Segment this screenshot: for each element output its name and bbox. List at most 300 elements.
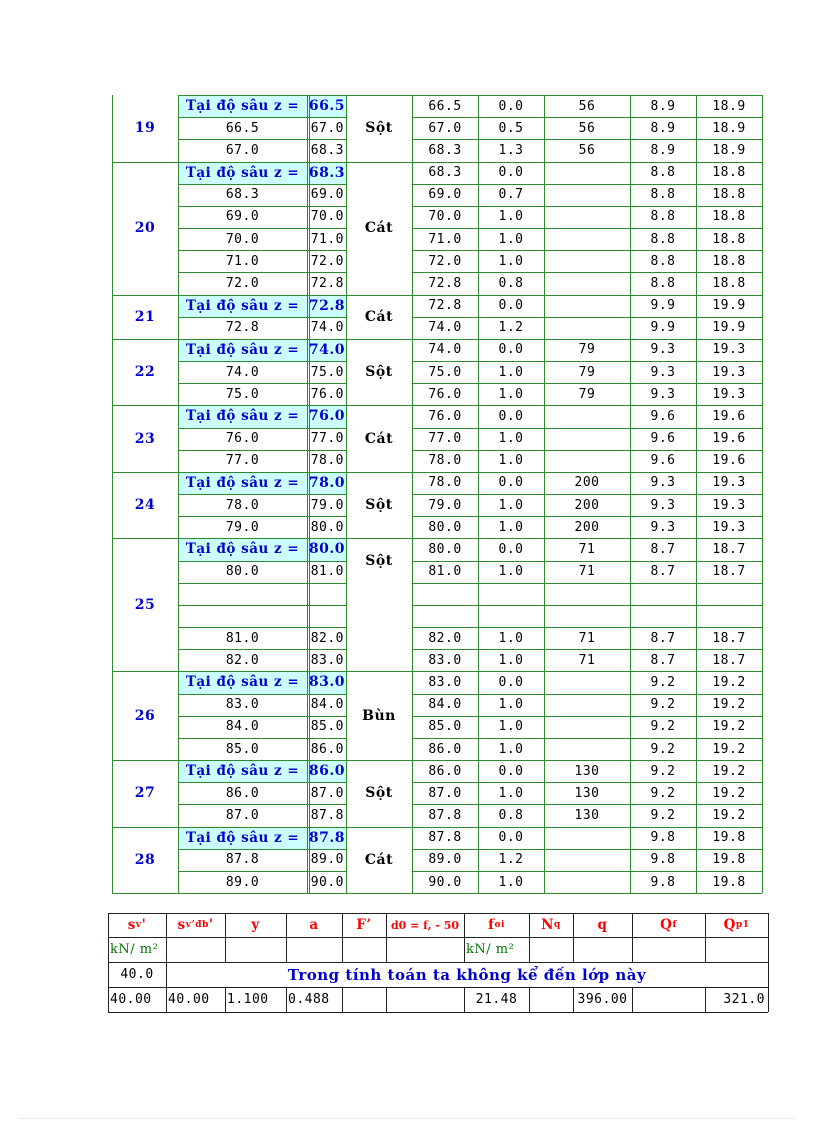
thickness: 1.0 bbox=[498, 209, 524, 225]
spt-n bbox=[544, 671, 630, 693]
gamma-eff: 8.7 bbox=[650, 541, 676, 557]
sigma-value: 40.0 bbox=[120, 967, 154, 982]
soil-type: Cát bbox=[364, 430, 394, 447]
depth-value: 80.0 bbox=[308, 541, 345, 558]
soil-type: Sột bbox=[365, 120, 393, 137]
soil-type: Cát bbox=[364, 220, 394, 236]
depth-to: 85.0 bbox=[310, 719, 344, 735]
spt-n: 79 bbox=[578, 386, 596, 402]
gamma-sat: 18.8 bbox=[712, 253, 746, 269]
depth-z: 69.0 bbox=[428, 187, 462, 203]
thickness: 0.0 bbox=[498, 475, 524, 491]
spt-n: 71 bbox=[578, 652, 596, 668]
depth-z: 80.0 bbox=[428, 519, 462, 535]
spt-n bbox=[544, 428, 630, 450]
gamma-eff: 9.2 bbox=[650, 697, 676, 713]
gamma-eff: 9.2 bbox=[650, 741, 676, 757]
gamma-sat: 19.9 bbox=[712, 298, 746, 314]
gamma-sat: 18.8 bbox=[712, 187, 746, 203]
gamma-sat: 19.8 bbox=[712, 830, 746, 846]
summary-header-sub: oi bbox=[494, 920, 505, 930]
thickness: 1.0 bbox=[498, 386, 524, 402]
spt-n bbox=[544, 583, 630, 605]
exclusion-note: Trong tính toán ta không kể đến lớp này bbox=[287, 965, 647, 984]
thickness: 1.0 bbox=[498, 719, 524, 735]
depth-from: 66.5 bbox=[225, 120, 260, 136]
spt-n bbox=[544, 250, 630, 272]
summary-vline bbox=[768, 962, 769, 987]
summary-header-main: Q bbox=[660, 917, 673, 933]
summary-header-main: F’ bbox=[356, 917, 372, 933]
spt-n: 130 bbox=[574, 785, 600, 801]
depth-z: 86.0 bbox=[428, 741, 462, 757]
summary-header-6 bbox=[464, 913, 529, 937]
depth-from: 89.0 bbox=[225, 874, 260, 890]
summary-header-sub: v’đb bbox=[185, 920, 209, 930]
gamma-eff: 9.6 bbox=[650, 408, 676, 424]
summary-header-10 bbox=[705, 913, 768, 937]
summary-header-0 bbox=[108, 913, 166, 937]
depth-label: Tại độ sâu z = bbox=[185, 474, 300, 491]
depth-to: 76.0 bbox=[310, 386, 344, 402]
depth-to: 69.0 bbox=[310, 187, 344, 203]
depth-to: 67.0 bbox=[310, 120, 344, 136]
summary-header-4 bbox=[342, 913, 386, 937]
summary-header-main: s bbox=[127, 917, 136, 933]
depth-value: 76.0 bbox=[308, 408, 345, 425]
summary-value: 321.0 bbox=[723, 992, 765, 1007]
thickness: 1.0 bbox=[498, 874, 524, 890]
gamma-eff: 8.9 bbox=[650, 98, 676, 114]
summary-header-2 bbox=[225, 913, 286, 937]
gamma-eff: 8.8 bbox=[650, 187, 676, 203]
depth-z: 83.0 bbox=[428, 652, 462, 668]
page-bottom-divider bbox=[20, 1118, 796, 1119]
depth-from bbox=[178, 605, 307, 627]
depth-z: 71.0 bbox=[428, 231, 462, 247]
depth-to: 90.0 bbox=[310, 874, 344, 890]
depth-from: 74.0 bbox=[225, 364, 260, 380]
spt-n bbox=[544, 228, 630, 250]
thickness: 0.0 bbox=[498, 541, 524, 557]
thickness: 0.0 bbox=[498, 342, 524, 358]
depth-to: 75.0 bbox=[310, 364, 344, 380]
summary-hline bbox=[108, 937, 768, 938]
gamma-sat: 19.6 bbox=[712, 408, 746, 424]
spt-n bbox=[544, 272, 630, 294]
unit-label: kN/ m² bbox=[110, 942, 159, 957]
depth-z: 68.3 bbox=[428, 142, 462, 158]
summary-header-main: N bbox=[541, 917, 555, 933]
spt-n bbox=[544, 162, 630, 184]
depth-to: 86.0 bbox=[310, 741, 344, 757]
gamma-eff bbox=[630, 583, 696, 605]
layer-number: 28 bbox=[134, 851, 156, 868]
depth-z: 72.0 bbox=[428, 253, 462, 269]
thickness: 1.0 bbox=[498, 519, 524, 535]
depth-to: 82.0 bbox=[310, 630, 344, 646]
depth-from: 82.0 bbox=[225, 652, 260, 668]
summary-header-prime: ' bbox=[208, 917, 214, 933]
gamma-eff: 9.8 bbox=[650, 830, 676, 846]
thickness: 1.0 bbox=[498, 253, 524, 269]
depth-from: 68.3 bbox=[225, 187, 260, 203]
depth-from: 71.0 bbox=[225, 253, 260, 269]
spt-n bbox=[544, 849, 630, 871]
depth-z: 74.0 bbox=[428, 320, 462, 336]
depth-label: Tại độ sâu z = bbox=[185, 763, 300, 780]
grid-hline bbox=[112, 893, 762, 894]
gamma-sat: 19.3 bbox=[712, 519, 746, 535]
spt-n bbox=[544, 184, 630, 206]
spt-n bbox=[544, 295, 630, 317]
soil-type: Sột bbox=[365, 785, 393, 802]
gamma-eff: 9.2 bbox=[650, 808, 676, 824]
thickness: 1.0 bbox=[498, 453, 524, 469]
gamma-sat: 18.8 bbox=[712, 231, 746, 247]
depth-to: 81.0 bbox=[310, 564, 344, 580]
summary-header-8 bbox=[573, 913, 632, 937]
depth-to: 87.8 bbox=[310, 808, 344, 824]
depth-z: 76.0 bbox=[428, 408, 462, 424]
depth-value: 87.8 bbox=[308, 829, 345, 846]
gamma-sat: 18.7 bbox=[712, 652, 746, 668]
summary-header-sub: f bbox=[672, 920, 677, 930]
layer-number: 20 bbox=[134, 220, 156, 236]
thickness: 0.0 bbox=[498, 165, 524, 181]
spt-n: 71 bbox=[578, 564, 596, 580]
thickness bbox=[478, 605, 544, 627]
thickness: 0.0 bbox=[498, 98, 524, 114]
depth-z: 86.0 bbox=[428, 763, 462, 779]
depth-from: 70.0 bbox=[225, 231, 260, 247]
gamma-sat: 19.9 bbox=[712, 320, 746, 336]
spt-n bbox=[544, 206, 630, 228]
spt-n: 79 bbox=[578, 364, 596, 380]
gamma-eff: 9.3 bbox=[650, 364, 676, 380]
gamma-sat: 18.7 bbox=[712, 630, 746, 646]
thickness: 0.0 bbox=[498, 763, 524, 779]
depth-z: 85.0 bbox=[428, 719, 462, 735]
gamma-eff: 9.9 bbox=[650, 298, 676, 314]
depth-from: 80.0 bbox=[225, 564, 260, 580]
depth-from: 77.0 bbox=[225, 453, 260, 469]
depth-from: 87.0 bbox=[225, 808, 260, 824]
thickness: 0.0 bbox=[498, 674, 524, 690]
depth-to: 80.0 bbox=[310, 519, 344, 535]
depth-to bbox=[310, 583, 344, 605]
gamma-eff: 9.3 bbox=[650, 475, 676, 491]
spt-n: 79 bbox=[578, 342, 596, 358]
thickness: 0.7 bbox=[498, 187, 524, 203]
depth-from: 85.0 bbox=[225, 741, 260, 757]
depth-z: 78.0 bbox=[428, 453, 462, 469]
gamma-sat: 19.6 bbox=[712, 453, 746, 469]
summary-value: 21.48 bbox=[475, 992, 518, 1007]
depth-z: 79.0 bbox=[428, 497, 462, 513]
gamma-sat: 18.8 bbox=[712, 209, 746, 225]
depth-label: Tại độ sâu z = bbox=[185, 408, 300, 425]
layer-number: 26 bbox=[134, 707, 156, 724]
depth-to: 72.0 bbox=[310, 253, 344, 269]
spt-n: 71 bbox=[578, 541, 596, 557]
depth-z: 76.0 bbox=[428, 386, 462, 402]
depth-label: Tại độ sâu z = bbox=[185, 541, 300, 558]
gamma-eff: 8.7 bbox=[650, 652, 676, 668]
summary-header-main: a bbox=[309, 917, 319, 933]
depth-from: 84.0 bbox=[225, 719, 260, 735]
spt-n: 200 bbox=[574, 475, 600, 491]
thickness: 0.8 bbox=[498, 275, 524, 291]
summary-value: 396.00 bbox=[577, 992, 628, 1007]
summary-header-9 bbox=[632, 913, 705, 937]
thickness: 0.0 bbox=[498, 408, 524, 424]
thickness: 1.0 bbox=[498, 364, 524, 380]
depth-to: 72.8 bbox=[310, 275, 344, 291]
thickness: 0.8 bbox=[498, 808, 524, 824]
depth-label: Tại độ sâu z = bbox=[185, 297, 300, 314]
gamma-eff: 9.2 bbox=[650, 763, 676, 779]
depth-z: 67.0 bbox=[428, 120, 462, 136]
gamma-sat: 19.3 bbox=[712, 364, 746, 380]
gamma-eff: 8.7 bbox=[650, 564, 676, 580]
spt-n bbox=[544, 405, 630, 427]
depth-to: 70.0 bbox=[310, 209, 344, 225]
depth-to: 68.3 bbox=[310, 142, 344, 158]
thickness: 1.0 bbox=[498, 630, 524, 646]
depth-label: Tại độ sâu z = bbox=[185, 829, 300, 846]
summary-hline bbox=[108, 1012, 768, 1013]
depth-z: 87.8 bbox=[428, 830, 462, 846]
gamma-sat: 19.6 bbox=[712, 431, 746, 447]
depth-z: 90.0 bbox=[428, 874, 462, 890]
summary-header-sub: p1 bbox=[735, 920, 750, 930]
spt-n: 71 bbox=[578, 630, 596, 646]
gamma-sat: 19.3 bbox=[712, 497, 746, 513]
gamma-sat: 18.9 bbox=[712, 120, 746, 136]
gamma-sat: 18.9 bbox=[712, 142, 746, 158]
summary-value: 1.100 bbox=[227, 992, 269, 1007]
gamma-eff: 9.3 bbox=[650, 342, 676, 358]
depth-to: 77.0 bbox=[310, 431, 344, 447]
depth-from: 69.0 bbox=[225, 209, 260, 225]
gamma-sat: 19.8 bbox=[712, 874, 746, 890]
summary-value bbox=[529, 987, 573, 1012]
thickness: 1.0 bbox=[498, 231, 524, 247]
gamma-eff: 8.8 bbox=[650, 253, 676, 269]
spt-n: 56 bbox=[578, 142, 596, 158]
summary-header-main: y bbox=[251, 917, 260, 933]
depth-to: 74.0 bbox=[310, 320, 344, 336]
spt-n: 200 bbox=[574, 519, 600, 535]
summary-value bbox=[632, 987, 705, 1012]
summary-header-main: s bbox=[177, 917, 186, 933]
summary-header-main: Q bbox=[723, 917, 736, 933]
gamma-sat: 19.3 bbox=[712, 342, 746, 358]
layer-number: 19 bbox=[134, 120, 156, 137]
depth-z: 66.5 bbox=[428, 98, 462, 114]
layer-number: 21 bbox=[134, 308, 156, 325]
gamma-eff: 9.2 bbox=[650, 719, 676, 735]
gamma-sat: 19.8 bbox=[712, 852, 746, 868]
depth-z: 78.0 bbox=[428, 475, 462, 491]
spt-n: 56 bbox=[578, 120, 596, 136]
soil-type: Sột bbox=[365, 497, 393, 514]
soil-type: Sột bbox=[365, 364, 393, 381]
summary-header-1 bbox=[166, 913, 225, 937]
spt-n bbox=[544, 738, 630, 760]
depth-z: 83.0 bbox=[428, 674, 462, 690]
spt-n: 200 bbox=[574, 497, 600, 513]
gamma-eff: 8.9 bbox=[650, 120, 676, 136]
depth-to: 83.0 bbox=[310, 652, 344, 668]
gamma-eff: 9.2 bbox=[650, 785, 676, 801]
depth-z: 87.0 bbox=[428, 785, 462, 801]
unit-label: kN/ m² bbox=[466, 942, 515, 957]
layer-number: 24 bbox=[134, 497, 156, 514]
depth-from: 67.0 bbox=[225, 142, 260, 158]
gamma-eff: 9.9 bbox=[650, 320, 676, 336]
thickness: 1.0 bbox=[498, 785, 524, 801]
depth-value: 78.0 bbox=[308, 474, 345, 491]
gamma-sat: 19.3 bbox=[712, 386, 746, 402]
depth-from: 87.8 bbox=[225, 852, 260, 868]
depth-value: 86.0 bbox=[308, 763, 345, 780]
depth-z: 74.0 bbox=[428, 342, 462, 358]
spt-n bbox=[544, 871, 630, 893]
depth-value: 74.0 bbox=[308, 341, 345, 358]
depth-to: 79.0 bbox=[310, 497, 344, 513]
depth-to: 78.0 bbox=[310, 453, 344, 469]
gamma-eff: 9.8 bbox=[650, 874, 676, 890]
summary-table bbox=[108, 913, 768, 1012]
layer-number: 22 bbox=[134, 364, 156, 381]
gamma-sat: 19.2 bbox=[712, 808, 746, 824]
thickness bbox=[478, 583, 544, 605]
spt-n bbox=[544, 716, 630, 738]
gamma-sat: 19.2 bbox=[712, 741, 746, 757]
depth-z: 80.0 bbox=[428, 541, 462, 557]
gamma-sat bbox=[696, 605, 762, 627]
gamma-eff: 9.3 bbox=[650, 386, 676, 402]
summary-header-prime: ' bbox=[141, 917, 147, 933]
summary-value: 40.00 bbox=[168, 992, 210, 1007]
spt-n bbox=[544, 827, 630, 849]
depth-value: 66.5 bbox=[308, 98, 345, 115]
depth-z bbox=[412, 605, 478, 627]
gamma-sat: 19.2 bbox=[712, 719, 746, 735]
summary-header-7 bbox=[529, 913, 573, 937]
gamma-sat: 19.2 bbox=[712, 674, 746, 690]
gamma-sat: 18.8 bbox=[712, 275, 746, 291]
depth-to: 71.0 bbox=[310, 231, 344, 247]
depth-from: 76.0 bbox=[225, 431, 260, 447]
spt-n bbox=[544, 605, 630, 627]
soil-type: Bùn bbox=[362, 707, 396, 724]
summary-value bbox=[342, 987, 386, 1012]
summary-vline bbox=[768, 987, 769, 1012]
depth-z: 84.0 bbox=[428, 697, 462, 713]
depth-from: 81.0 bbox=[225, 630, 260, 646]
gamma-sat: 18.7 bbox=[712, 564, 746, 580]
summary-header-main: d0 = f, - 50 bbox=[390, 918, 460, 932]
thickness: 1.2 bbox=[498, 852, 524, 868]
depth-from: 79.0 bbox=[225, 519, 260, 535]
summary-header-sub: v bbox=[135, 920, 142, 930]
depth-z: 75.0 bbox=[428, 364, 462, 380]
gamma-eff: 8.8 bbox=[650, 209, 676, 225]
gamma-eff: 8.7 bbox=[650, 630, 676, 646]
depth-to: 89.0 bbox=[310, 852, 344, 868]
spt-n bbox=[544, 694, 630, 716]
gamma-sat: 19.2 bbox=[712, 763, 746, 779]
gamma-eff: 8.8 bbox=[650, 275, 676, 291]
soil-layer-table bbox=[112, 95, 762, 893]
gamma-sat: 18.9 bbox=[712, 98, 746, 114]
summary-header-main: f bbox=[488, 917, 495, 933]
depth-z: 70.0 bbox=[428, 209, 462, 225]
thickness: 1.0 bbox=[498, 741, 524, 757]
depth-from: 78.0 bbox=[225, 497, 260, 513]
summary-value bbox=[386, 987, 464, 1012]
layer-number: 23 bbox=[134, 430, 156, 447]
depth-from: 75.0 bbox=[225, 386, 260, 402]
gamma-eff: 9.6 bbox=[650, 453, 676, 469]
spt-n: 56 bbox=[578, 98, 596, 114]
gamma-eff: 9.8 bbox=[650, 852, 676, 868]
depth-value: 72.8 bbox=[308, 297, 345, 314]
depth-z: 72.8 bbox=[428, 298, 462, 314]
gamma-eff: 9.3 bbox=[650, 519, 676, 535]
gamma-sat: 19.2 bbox=[712, 697, 746, 713]
gamma-sat: 18.7 bbox=[712, 541, 746, 557]
gamma-eff: 9.3 bbox=[650, 497, 676, 513]
layer-number: 25 bbox=[134, 596, 156, 613]
depth-z: 77.0 bbox=[428, 431, 462, 447]
summary-header-sub: q bbox=[554, 920, 561, 930]
thickness: 0.0 bbox=[498, 830, 524, 846]
depth-to: 84.0 bbox=[310, 697, 344, 713]
depth-to: 87.0 bbox=[310, 785, 344, 801]
depth-z: 89.0 bbox=[428, 852, 462, 868]
depth-to bbox=[310, 605, 344, 627]
gamma-sat: 19.2 bbox=[712, 785, 746, 801]
depth-label: Tại độ sâu z = bbox=[185, 341, 300, 358]
gamma-eff: 8.8 bbox=[650, 165, 676, 181]
gamma-eff: 8.8 bbox=[650, 231, 676, 247]
thickness: 1.3 bbox=[498, 142, 524, 158]
soil-type: Sột bbox=[365, 552, 393, 569]
spt-n bbox=[544, 317, 630, 339]
depth-label: Tại độ sâu z = bbox=[185, 164, 300, 181]
depth-value: 83.0 bbox=[308, 674, 345, 691]
summary-header-5 bbox=[386, 913, 464, 937]
depth-z: 81.0 bbox=[428, 564, 462, 580]
thickness: 1.0 bbox=[498, 431, 524, 447]
gamma-sat: 18.8 bbox=[712, 165, 746, 181]
soil-type: Cát bbox=[364, 308, 394, 325]
spt-n: 130 bbox=[574, 763, 600, 779]
gamma-eff bbox=[630, 605, 696, 627]
depth-value: 68.3 bbox=[308, 164, 345, 181]
layer-number: 27 bbox=[134, 785, 156, 802]
spt-n: 130 bbox=[574, 808, 600, 824]
thickness: 1.0 bbox=[498, 564, 524, 580]
summary-header-main: q bbox=[597, 917, 608, 933]
summary-value: 40.00 bbox=[110, 992, 152, 1007]
depth-from bbox=[178, 583, 307, 605]
gamma-sat: 19.3 bbox=[712, 475, 746, 491]
